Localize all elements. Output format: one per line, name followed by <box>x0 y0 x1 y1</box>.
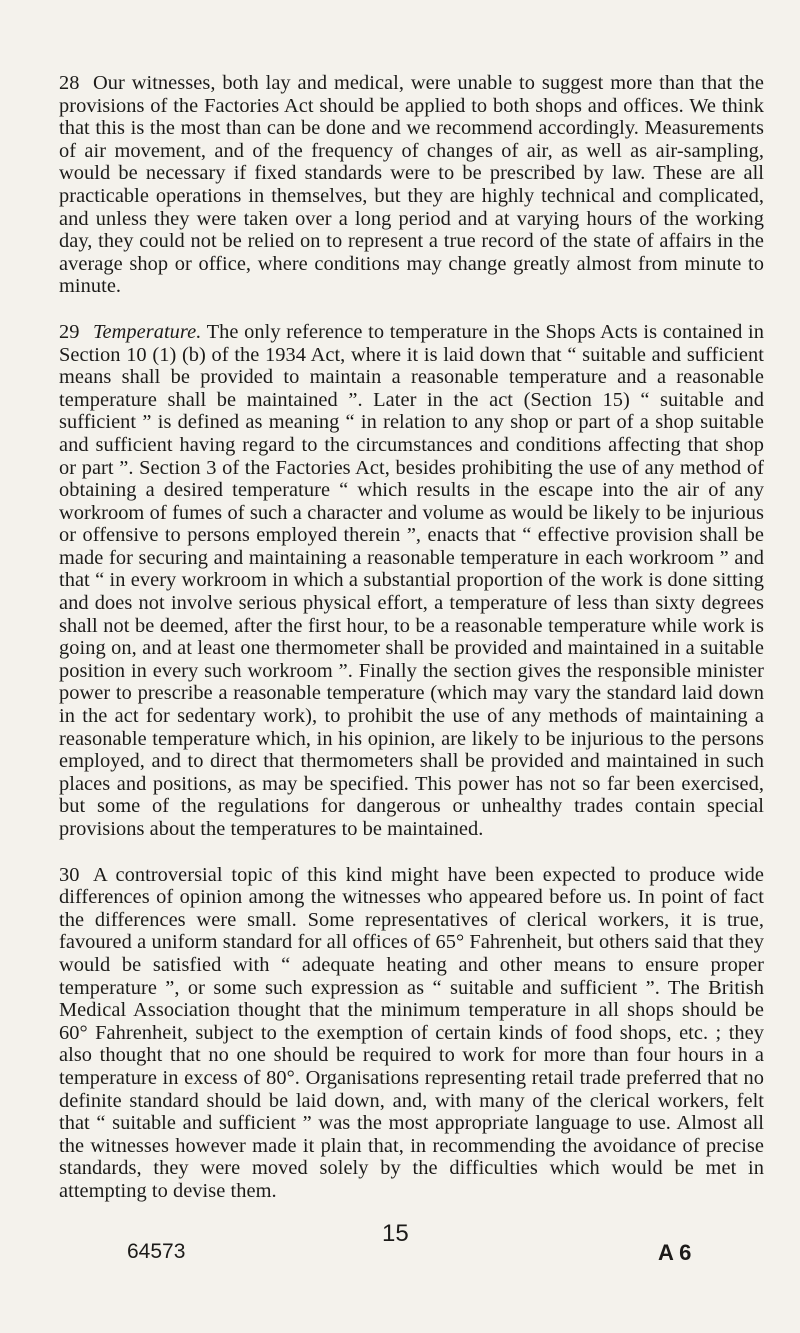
paragraph-28 <box>59 72 764 298</box>
paragraph-heading: Temperature. <box>93 320 202 343</box>
paragraph-number: 30 <box>59 863 80 886</box>
paragraph-text: Our witnesses, both lay and medical, were unable to suggest more than that the provisions of the Factories Act should be applied to both shops and offices. We think that this is the most than can be done and we recommend accordingly. Measurements of air movement, and of the frequency of changes of air, as well as air-sampling, would be necessary if fixed standards were to be prescribed by law. These are all practicable operations in themselves, but they are highly technical and complicated, and unless they were taken over a long period and at varying hours of the working day, they could not be relied on to represent a true record of the state of affairs in the average shop or office, where conditions may change greatly almost from minute to minute. <box>59 72 764 298</box>
sheet-signature-mark: A 6 <box>658 1240 692 1265</box>
paragraph-text: The only reference to temperature in the Shops Acts is contained in Section 10 (1) (b) of the 1934 Act, where it is laid down that “ suitable and sufficient means shall be provided to maintain a reasonable temperature and a reasonable temperature shall be maintained ”. Later in the act (Section 15) “ suitable and sufficient ” is defined as meaning “ in relation to any shop or part of a shop suitable and sufficient having regard to the circumstances and conditions affecting that shop or part ”. Section 3 of the Factories Act, besides prohibiting the use of any method of obtaining a desired temperature “ which results in the escape into the air of any workroom of fumes of such a character and volume as would be likely to be injurious or offensive to persons employed therein ”, enacts that “ effective provision shall be made for securing and maintaining a reasonable temperature in each workroom ” and that “ in every workroom in which a substantial proportion of the work is done sitting and does not involve serious physical effort, a temperature of less than sixty degrees shall not be deemed, after the first hour, to be a reasonable temperature while work is going on, and at least one thermometer shall be provided and maintained in a suitable position in every such workroom ”. Finally the section gives the responsible minister power to prescribe a reasonable temperature (which may vary the standard laid down in the act for sedentary work), to prohibit the use of any methods of maintaining a reasonable temperature which, in his opinion, are likely to be injurious to the persons employed, and to direct that thermometers shall be provided and maintained in such places and positions, as may be specified. This power has not so far been exercised, but some of the regulations for dangerous or unhealthy trades contain special provisions about the temperatures to be maintained. <box>59 320 764 840</box>
paragraph-30 <box>59 864 764 1203</box>
paragraph-number: 29 <box>59 320 80 343</box>
page-number: 15 <box>382 1220 409 1247</box>
paragraph-number: 28 <box>59 72 80 94</box>
page-footer <box>0 1220 800 1280</box>
paragraph-text: A controversial topic of this kind might have been expected to produce wide differences of opinion among the witnesses who appeared before us. In point of fact the differences were small. Some representatives of clerical workers, it is true, favoured a uniform standard for all offices of 65° Fahrenheit, but others said that they would be satisfied with “ adequate heating and other means to ensure proper temperature ”, or some such expression as “ suitable and sufficient ”. The British Medical Association thought that the minimum temperature in all shops should be 60° Fahrenheit, subject to the exemption of certain kinds of food shops, etc. ; they also thought that no one should be required to work for more than four hours in a temperature in excess of 80°. Organisations representing retail trade preferred that no definite standard should be laid down, and, with many of the clerical workers, felt that “ suitable and sufficient ” was the most appropriate language to use. Almost all the witnesses however made it plain that, in recommending the avoidance of precise standards, they were moved solely by the difficulties which would be met in attempting to devise them. <box>59 863 764 1202</box>
paragraph-29 <box>59 321 764 841</box>
print-code: 64573 <box>127 1240 186 1263</box>
